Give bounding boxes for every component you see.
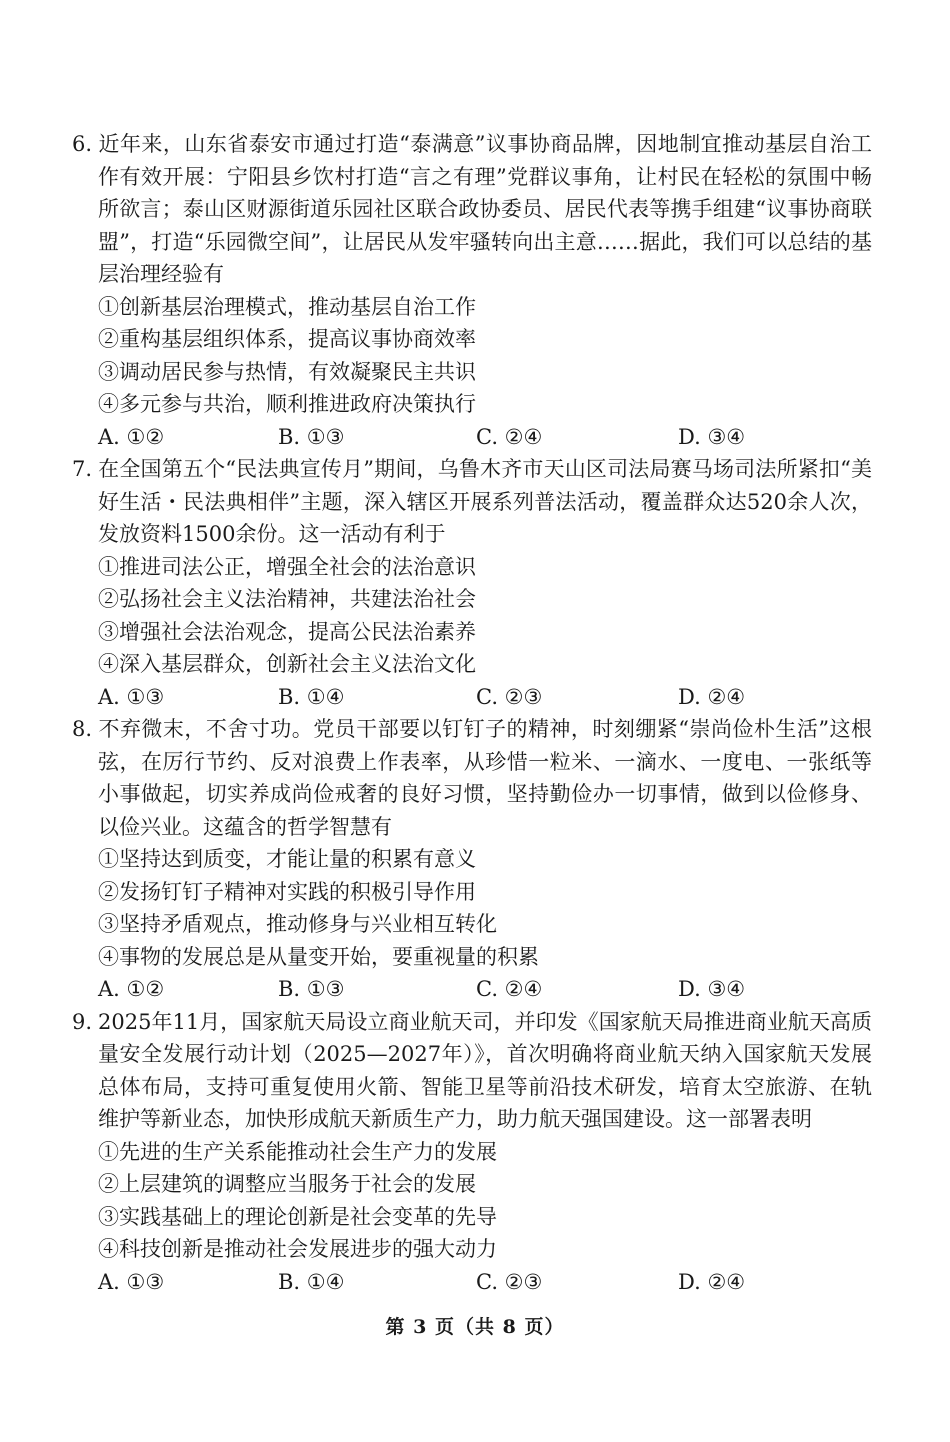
question-number: 9.: [72, 1009, 93, 1034]
exam-page: [72, 128, 872, 1298]
question-6: [72, 128, 872, 453]
statement-2: ②重构基层组织体系，提高议事协商效率: [98, 327, 476, 351]
question-stem: [72, 453, 872, 551]
question-9: [72, 1006, 872, 1299]
choice-d: D. ③④: [678, 977, 746, 1001]
choice-c: C. ②④: [476, 424, 543, 449]
statement-1: ①坚持达到质变，才能让量的积累有意义: [98, 847, 476, 871]
question-8: [72, 713, 872, 1006]
question-7: [72, 453, 872, 713]
answer-choices: [72, 973, 872, 1006]
choice-a: A. ①③: [98, 1269, 165, 1294]
question-text: 2025年11月，国家航天局设立商业航天司，并印发《国家航天局推进商业航天高质量安全发展行动计划（2025—2027年）》，首次明确将商业航天纳入国家航天发展总体布局，支持可重复使用火箭、智能卫星等前沿技术研发，培育太空旅游、在轨维护等新业态，加快形成航天新质生产力，助力航天强国建设。这一部署表明: [98, 1009, 872, 1131]
choice-b: B. ①④: [278, 1269, 345, 1294]
statement-1: ①推进司法公正，增强全社会的法治意识: [98, 554, 476, 579]
question-text: 近年来，山东省泰安市通过打造“泰满意”议事协商品牌，因地制宜推动基层自治工作有效开展：宁阳县乡饮村打造“言之有理”党群议事角，让村民在轻松的氛围中畅所欲言；泰山区财源街道乐园社区联合政协委员、居民代表等携手组建“议事协商联盟”，打造“乐园微空间”，让居民从发牢骚转向出主意……据此，我们可以总结的基层治理经验有: [98, 132, 872, 286]
choice-c: C. ②③: [476, 1269, 543, 1294]
choice-d: D. ②④: [678, 1269, 746, 1294]
choice-a: A. ①②: [98, 424, 165, 449]
choice-b: B. ①④: [278, 684, 345, 709]
question-number: 6.: [72, 132, 93, 156]
statement-4: ④科技创新是推动社会发展进步的强大动力: [98, 1237, 497, 1261]
choice-d: D. ③④: [678, 424, 746, 449]
choice-a: A. ①③: [98, 684, 165, 709]
statement-2: ②弘扬社会主义法治精神，共建法治社会: [98, 587, 476, 611]
answer-choices: [72, 421, 872, 454]
statement-2: ②发扬钉钉子精神对实践的积极引导作用: [98, 879, 476, 904]
statement-3: ③增强社会法治观念，提高公民法治素养: [98, 619, 476, 644]
choice-c: C. ②④: [476, 977, 543, 1001]
page-footer: 第 3 页（共 8 页）: [385, 1316, 565, 1338]
answer-choices: [72, 1266, 872, 1299]
choice-c: C. ②③: [476, 684, 543, 709]
question-text: 不弃微末，不舍寸功。党员干部要以钉钉子的精神，时刻绷紧“崇尚俭朴生活”这根弦，在厉行节约、反对浪费上作表率，从珍惜一粒米、一滴水、一度电、一张纸等小事做起，切实养成尚俭戒奢的良好习惯，坚持勤俭办一切事情，做到以俭修身、以俭兴业。这蕴含的哲学智慧有: [98, 717, 872, 839]
statement-4: ④事物的发展总是从量变开始，要重视量的积累: [98, 944, 539, 969]
question-stem: [72, 713, 872, 843]
statement-3: ③坚持矛盾观点，推动修身与兴业相互转化: [98, 912, 497, 936]
statement-2: ②上层建筑的调整应当服务于社会的发展: [98, 1172, 476, 1196]
choice-d: D. ②④: [678, 684, 746, 709]
statement-3: ③调动居民参与热情，有效凝聚民主共识: [98, 359, 476, 384]
question-number: 8.: [72, 717, 93, 741]
question-stem: [72, 128, 872, 291]
statement-3: ③实践基础上的理论创新是社会变革的先导: [98, 1204, 497, 1229]
statement-1: ①先进的生产关系能推动社会生产力的发展: [98, 1139, 497, 1164]
answer-choices: [72, 681, 872, 714]
statement-4: ④深入基层群众，创新社会主义法治文化: [98, 652, 476, 676]
statement-4: ④多元参与共治，顺利推进政府决策执行: [98, 392, 476, 416]
choice-a: A. ①②: [98, 977, 165, 1001]
choice-b: B. ①③: [278, 424, 345, 449]
choice-b: B. ①③: [278, 977, 345, 1001]
question-number: 7.: [72, 457, 93, 481]
question-stem: [72, 1006, 872, 1136]
statement-1: ①创新基层治理模式，推动基层自治工作: [98, 294, 476, 319]
question-text: 在全国第五个“民法典宣传月”期间，乌鲁木齐市天山区司法局赛马场司法所紧扣“美好生活・民法典相伴”主题，深入辖区开展系列普法活动，覆盖群众达520余人次，发放资料1500余份。这一活动有利于: [98, 457, 872, 546]
